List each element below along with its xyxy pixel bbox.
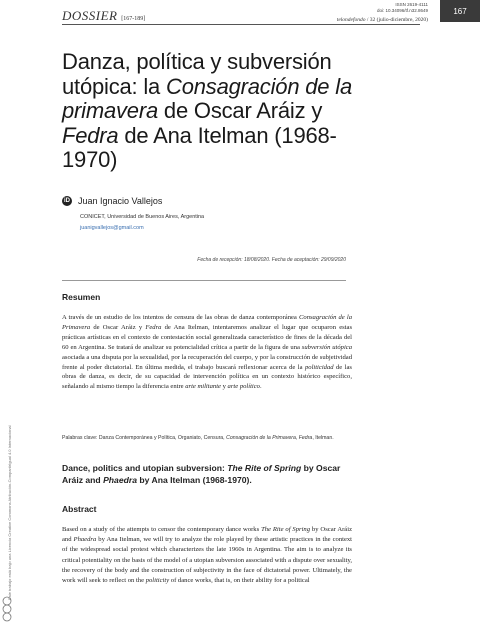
doi[interactable]: doi: 10.34096/tf.n32.8649 <box>376 8 428 13</box>
journal-name: telondefondo <box>336 17 366 23</box>
issn-doi-block <box>377 2 428 14</box>
section-name: DOSSIER <box>62 8 118 23</box>
section-label <box>62 8 145 24</box>
resumen-heading: Resumen <box>62 292 101 302</box>
palabras-clave: Palabras clave: Danza Contemporánea y Política, Organiato, Censura, Consagración de la Primavera, Fedra, Itelman. <box>62 435 334 441</box>
header-rule <box>62 24 420 25</box>
reception-acceptance-dates: Fecha de recepción: 18/08/2020. Fecha de aceptación: 29/09/2020 <box>197 257 346 263</box>
author-affiliation: CONICET, Universidad de Buenos Aires, Argentina <box>80 214 205 220</box>
abstract-heading: Abstract <box>62 504 97 514</box>
orcid-icon[interactable]: iD <box>64 198 70 204</box>
license-note <box>3 360 13 600</box>
section-pages: [167-189] <box>121 16 146 22</box>
journal-issue: / 32 (julio-diciembre, 2020) <box>365 17 428 23</box>
journal-reference <box>337 17 428 23</box>
author-email-link[interactable]: juanigvallejos@gmail.com <box>80 225 144 231</box>
creative-commons-icon[interactable] <box>2 596 12 622</box>
author-name: Juan Ignacio Vallejos <box>78 196 163 206</box>
page-number: 167 <box>440 0 480 22</box>
author-row <box>62 196 162 206</box>
license-text[interactable]: Este trabajo está bajo una Licencia Creative Commons Atribución-CompartirIgual 4.0 Internacional <box>7 425 12 600</box>
section-divider <box>62 280 346 281</box>
english-title: Dance, politics and utopian subversion: The Rite of Spring by Oscar Aráiz and Phaedra by Ana Itelman (1968-1970). <box>62 463 341 485</box>
issn: ISSN 2619-4111 <box>395 2 428 7</box>
resumen-text: A través de un estudio de los intentos de censura de las obras de danza contemporánea Consagración de la Primavera de Oscar Aráiz y Fedra de Ana Itelman, intentaremos analizar el lugar que ocuparon estas prácticas artísticas en el contexto de contestación social generalizada característico de fines de la década del 60 en Argentina. Se tratará de analizar su potencialidad crítica a partir de la figura de una subversión utópica asociada a una disputa por la sexualidad, por la recuperación del cuerpo, y por la construcción de subjetividad frente al poder dictatorial. En última medida, el trabajo buscará reflexionar acerca de la politicidad de las obras de danza, es decir, de su capacidad de intervención política en un contexto histórico específico, señalando al mismo tiempo la diferencia entre arte militante y arte político. <box>62 314 353 391</box>
abstract-text: Based on a study of the attempts to censor the contemporary dance works The Rite of Spring by Oscar Aráiz and Phaedra by Ana Itelman, we will try to analyze the role played by these artistic practices in the context of the widespread social protest which characterizes the late 1960s in Argentina. The aim is to analyze its critical potentiality on the basis of the model of a utopian subversion associated with a dispute over sexuality, the recovery of the body and the construction of subjectivity in the face of dictatorial power. Ultimately, the work will seek to reflect on the politicity of dance works, that is, on their ability for a political <box>62 526 353 585</box>
article-title: Danza, política y subversión utópica: la Consagración de la primavera de Oscar Aráiz y Fedra de Ana Itelman (1968-1970) <box>62 49 352 172</box>
